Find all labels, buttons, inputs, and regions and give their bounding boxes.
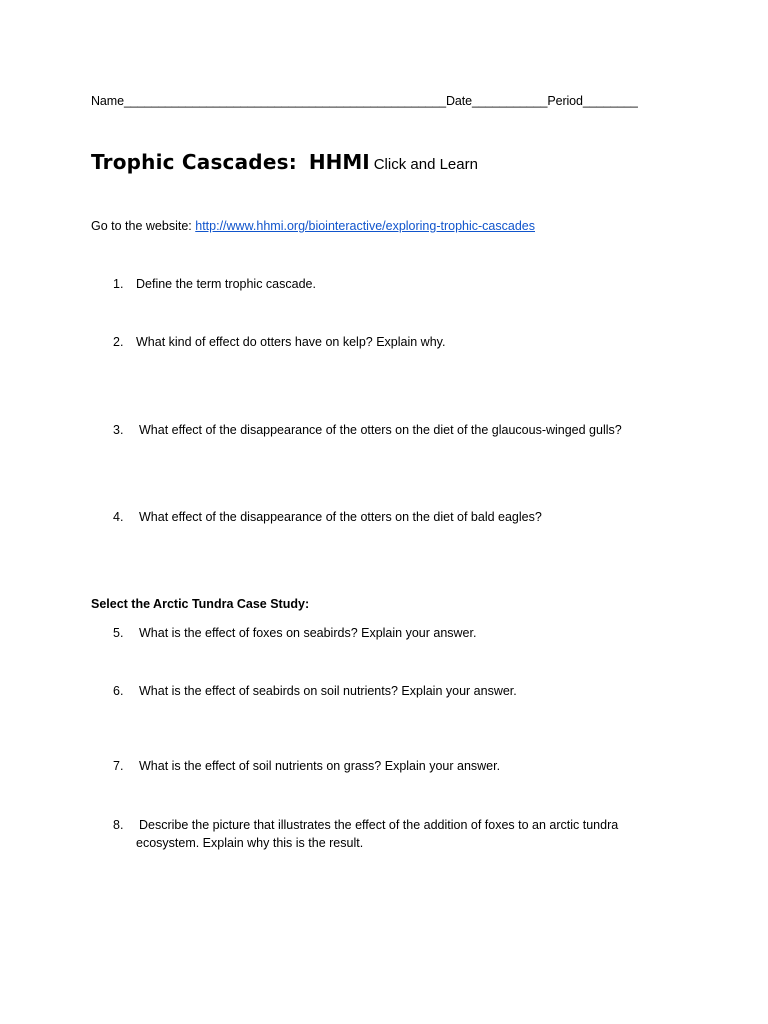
title-hhmi: HHMI — [308, 150, 370, 174]
section-heading: Select the Arctic Tundra Case Study: — [91, 597, 310, 611]
title-main: Trophic Cascades: — [91, 150, 297, 174]
question-text: Define the term trophic cascade. — [136, 277, 316, 291]
question-number: 6. — [113, 684, 124, 698]
question-number: 7. — [113, 759, 124, 773]
question-text-line2: ecosystem. Explain why this is the result. — [136, 836, 364, 850]
question-number: 8. — [113, 818, 124, 832]
question-number: 2. — [113, 335, 124, 349]
title-subtitle: Click and Learn — [373, 156, 478, 173]
question-number: 5. — [113, 626, 124, 640]
website-link[interactable]: http://www.hhmi.org/biointeractive/exploring-trophic-cascades — [195, 219, 535, 233]
website-label: Go to the website: — [91, 219, 192, 233]
question-text: What kind of effect do otters have on kelp? Explain why. — [136, 335, 446, 349]
question-text: What effect of the disappearance of the otters on the diet of the glaucous-winged gulls? — [139, 423, 622, 437]
name-date-period-line: Name_______________________________________________Date___________Period________ — [91, 94, 638, 108]
question-number: 1. — [113, 277, 124, 291]
page-title — [91, 150, 478, 174]
website-instruction — [91, 219, 535, 233]
question-number: 4. — [113, 510, 124, 524]
question-text: What effect of the disappearance of the otters on the diet of bald eagles? — [139, 510, 542, 524]
question-number: 3. — [113, 423, 124, 437]
question-text: What is the effect of seabirds on soil nutrients? Explain your answer. — [139, 684, 517, 698]
question-text: What is the effect of soil nutrients on grass? Explain your answer. — [139, 759, 501, 773]
question-text: What is the effect of foxes on seabirds? Explain your answer. — [139, 626, 477, 640]
question-text: Describe the picture that illustrates the effect of the addition of foxes to an arctic tundra — [139, 818, 619, 832]
